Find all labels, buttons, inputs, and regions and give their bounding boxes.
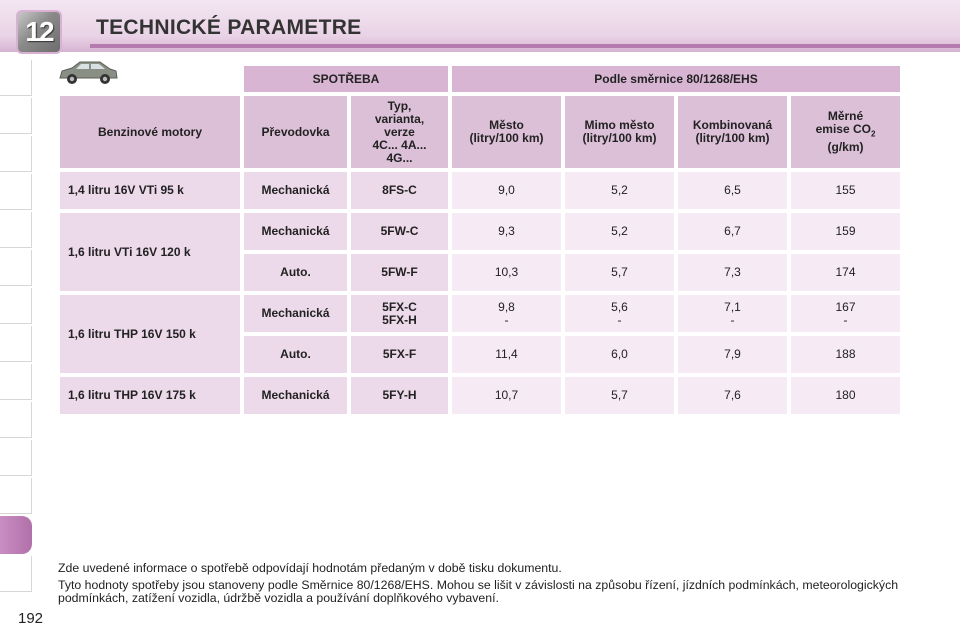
extra-urban-cell: 5,6 - xyxy=(565,295,674,332)
table-row xyxy=(60,213,900,250)
co2-cell: 188 xyxy=(791,336,900,373)
chapter-badge[interactable] xyxy=(16,10,62,54)
extra-urban-cell: 5,2 xyxy=(565,213,674,250)
engine-cell: 1,6 litru VTi 16V 120 k xyxy=(60,213,240,291)
side-tab[interactable] xyxy=(0,174,32,210)
table-row xyxy=(60,377,900,414)
side-tab[interactable] xyxy=(0,556,32,592)
side-tab[interactable] xyxy=(0,402,32,438)
combined-cell: 6,5 xyxy=(678,172,787,209)
extra-urban-cell: 6,0 xyxy=(565,336,674,373)
combined-cell: 7,1 - xyxy=(678,295,787,332)
gearbox-cell: Auto. xyxy=(244,336,347,373)
col-header-combined: Kombinovaná (litry/100 km) xyxy=(678,96,787,168)
combined-cell: 7,6 xyxy=(678,377,787,414)
side-tab[interactable] xyxy=(0,60,32,96)
engine-cell: 1,6 litru THP 16V 150 k xyxy=(60,295,240,373)
side-tab[interactable] xyxy=(0,326,32,362)
combined-cell: 7,3 xyxy=(678,254,787,291)
side-tab[interactable] xyxy=(0,478,32,514)
footnote-1: Zde uvedené informace o spotřebě odpovídají hodnotám předaným v době tisku dokumentu. xyxy=(58,561,562,575)
type-cell: 5FY-H xyxy=(351,377,448,414)
side-tab-active[interactable] xyxy=(0,516,32,554)
gearbox-cell: Mechanická xyxy=(244,213,347,250)
table-row xyxy=(60,295,900,332)
chapter-number: 12 xyxy=(25,16,53,47)
side-tab[interactable] xyxy=(0,212,32,248)
city-cell: 9,0 xyxy=(452,172,561,209)
footnote-2: Tyto hodnoty spotřeby jsou stanoveny podle Směrnice 80/1268/EHS. Mohou se lišit v závislosti na způsobu řízení, jízdních podmínkách, meteorologických podmínkách, zatížení vozidla, údržbě vozidla a používání doplňkového vybavení. xyxy=(58,578,899,605)
type-cell: 8FS-C xyxy=(351,172,448,209)
co2-cell: 155 xyxy=(791,172,900,209)
engine-cell: 1,6 litru THP 16V 175 k xyxy=(60,377,240,414)
side-tab[interactable] xyxy=(0,250,32,286)
col-header-type: Typ, varianta, verze 4C... 4A... 4G... xyxy=(351,96,448,168)
type-cell: 5FX-C 5FX-H xyxy=(351,295,448,332)
side-tab[interactable] xyxy=(0,98,32,134)
gearbox-cell: Auto. xyxy=(244,254,347,291)
co2-cell: 180 xyxy=(791,377,900,414)
city-cell: 9,8 - xyxy=(452,295,561,332)
chapter-side-tabs xyxy=(0,60,34,580)
co2-cell: 167 - xyxy=(791,295,900,332)
side-tab[interactable] xyxy=(0,136,32,172)
co2-cell: 159 xyxy=(791,213,900,250)
col-header-engine: Benzinové motory xyxy=(60,96,240,168)
type-cell: 5FX-F xyxy=(351,336,448,373)
type-cell: 5FW-F xyxy=(351,254,448,291)
engine-cell: 1,4 litru 16V VTi 95 k xyxy=(60,172,240,209)
gearbox-cell: Mechanická xyxy=(244,172,347,209)
page-title: TECHNICKÉ PARAMETRE xyxy=(96,16,362,39)
extra-urban-cell: 5,2 xyxy=(565,172,674,209)
combined-cell: 6,7 xyxy=(678,213,787,250)
table-spacer xyxy=(60,66,240,92)
band-header-directive: Podle směrnice 80/1268/EHS xyxy=(452,66,900,92)
col-header-gearbox: Převodovka xyxy=(244,96,347,168)
gearbox-cell: Mechanická xyxy=(244,295,347,332)
side-tab[interactable] xyxy=(0,440,32,476)
consumption-table xyxy=(56,62,904,418)
footnotes xyxy=(58,562,908,609)
band-header-consumption: SPOTŘEBA xyxy=(244,66,448,92)
extra-urban-cell: 5,7 xyxy=(565,254,674,291)
extra-urban-cell: 5,7 xyxy=(565,377,674,414)
combined-cell: 7,9 xyxy=(678,336,787,373)
col-header-extra-urban: Mimo město (litry/100 km) xyxy=(565,96,674,168)
co2-cell: 174 xyxy=(791,254,900,291)
gearbox-cell: Mechanická xyxy=(244,377,347,414)
side-tab[interactable] xyxy=(0,364,32,400)
col-header-city: Město (litry/100 km) xyxy=(452,96,561,168)
city-cell: 10,7 xyxy=(452,377,561,414)
city-cell: 10,3 xyxy=(452,254,561,291)
type-cell: 5FW-C xyxy=(351,213,448,250)
page-number: 192 xyxy=(18,610,44,627)
col-header-co2: Měrné emise $CO_2$ (g/km) xyxy=(791,96,900,168)
city-cell: 11,4 xyxy=(452,336,561,373)
table-row xyxy=(60,172,900,209)
side-tab[interactable] xyxy=(0,288,32,324)
header-underline xyxy=(90,44,960,48)
city-cell: 9,3 xyxy=(452,213,561,250)
